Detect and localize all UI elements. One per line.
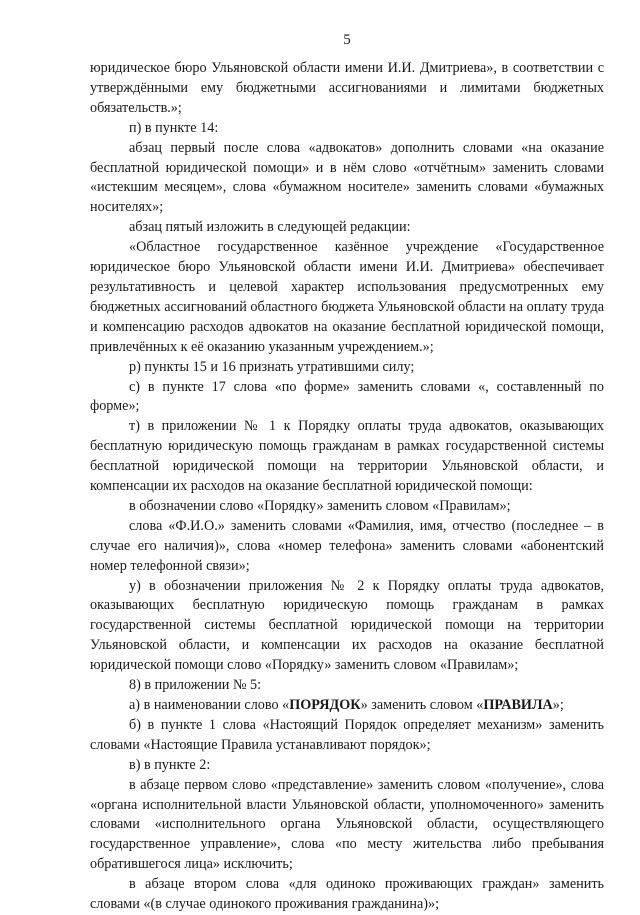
text-fragment: »; [552,697,564,713]
paragraph-p06: р) пункты 15 и 16 признать утратившими силу; [129,358,415,375]
paragraph-p07: с) в пункте 17 слова «по форме» заменить словами «, составленный по форме»; [90,378,604,415]
paragraph-p17: в абзаце втором слова «для одиноко проживающих граждан» заменить словами «(в случае одинокого проживания гражданина)»; [90,876,604,913]
paragraph-p10: слова «Ф.И.О.» заменить словами «Фамилия, имя, отчество (последнее – в случае его наличия)», слова «номер телефона» заменить словами «абонентский номер телефонной связи»; [90,517,604,574]
paragraph-p13 [90,696,604,716]
bold-term: ПРАВИЛА [483,697,553,713]
text-fragment: а) в наименовании слово « [129,697,290,713]
paragraph-p03: абзац первый после слова «адвокатов» дополнить словами «на оказание бесплатной юридической помощи» и в нём слово «отчётным» заменить словами «истекшим месяцем», слова «бумажном носителе» заменить словами «бумажных носителях»; [90,139,604,216]
paragraph-p08: т) в приложении № 1 к Порядку оплаты труда адвокатов, оказывающих бесплатную юридическую помощь гражданам в рамках государственной системы бесплатной юридической помощи на территории Ульяновской области, и компенсации их расходов на оказание бесплатной юридической помощи: [90,418,604,495]
paragraph-p11: у) в обозначении приложения № 2 к Порядку оплаты труда адвокатов, оказывающих бесплатную юридическую помощь гражданам в рамках государственной системы бесплатной юридической помощи на территории Ульяновской области, и компенсации их расходов на оказание бесплатной юридической помощи слово «Порядку» заменить словом «Правилам»; [90,577,604,674]
paragraph-p16: в абзаце первом слово «представление» заменить словом «получение», слова «органа исполнительной власти Ульяновской области, уполномоченного» заменить словами «исполнительного органа Ульяновской области, осуществляющего государственное управление», слова «по месту жительства либо пребывания обратившегося лица» исключить; [90,776,604,873]
text-fragment: » заменить словом « [360,697,484,713]
bold-term: ПОРЯДОК [289,697,361,713]
paragraph-p14: б) в пункте 1 слова «Настоящий Порядок определяет механизм» заменить словами «Настоящие Правила устанавливают порядок»; [90,716,604,753]
paragraph-p01: юридическое бюро Ульяновской области имени И.И. Дмитриева», в соответствии с утверждёнными ему бюджетными ассигнованиями и лимитами бюджетных обязательств.»; [90,60,604,116]
paragraph-p05: «Областное государственное казённое учреждение «Государственное юридическое бюро Ульяновской области имени И.И. Дмитриева» обеспечивает результативность и целевой характер использования предусмотренных ему бюджетных ассигнований областного бюджета Ульяновской области на оплату труда и компенсацию расходов адвокатов на оказание бесплатной юридической помощи, привлечённых к её оказанию указанным учреждением.»; [90,239,604,355]
paragraph-p09: в обозначении слово «Порядку» заменить словом «Правилам»; [129,497,511,514]
paragraph-p04: абзац пятый изложить в следующей редакции: [129,219,411,236]
paragraph-p02: п) в пункте 14: [129,119,219,136]
document-body [90,59,604,915]
paragraph-p15: в) в пункте 2: [129,756,211,773]
paragraph-p12: 8) в приложении № 5: [129,677,262,694]
page-number: 5 [343,32,351,48]
